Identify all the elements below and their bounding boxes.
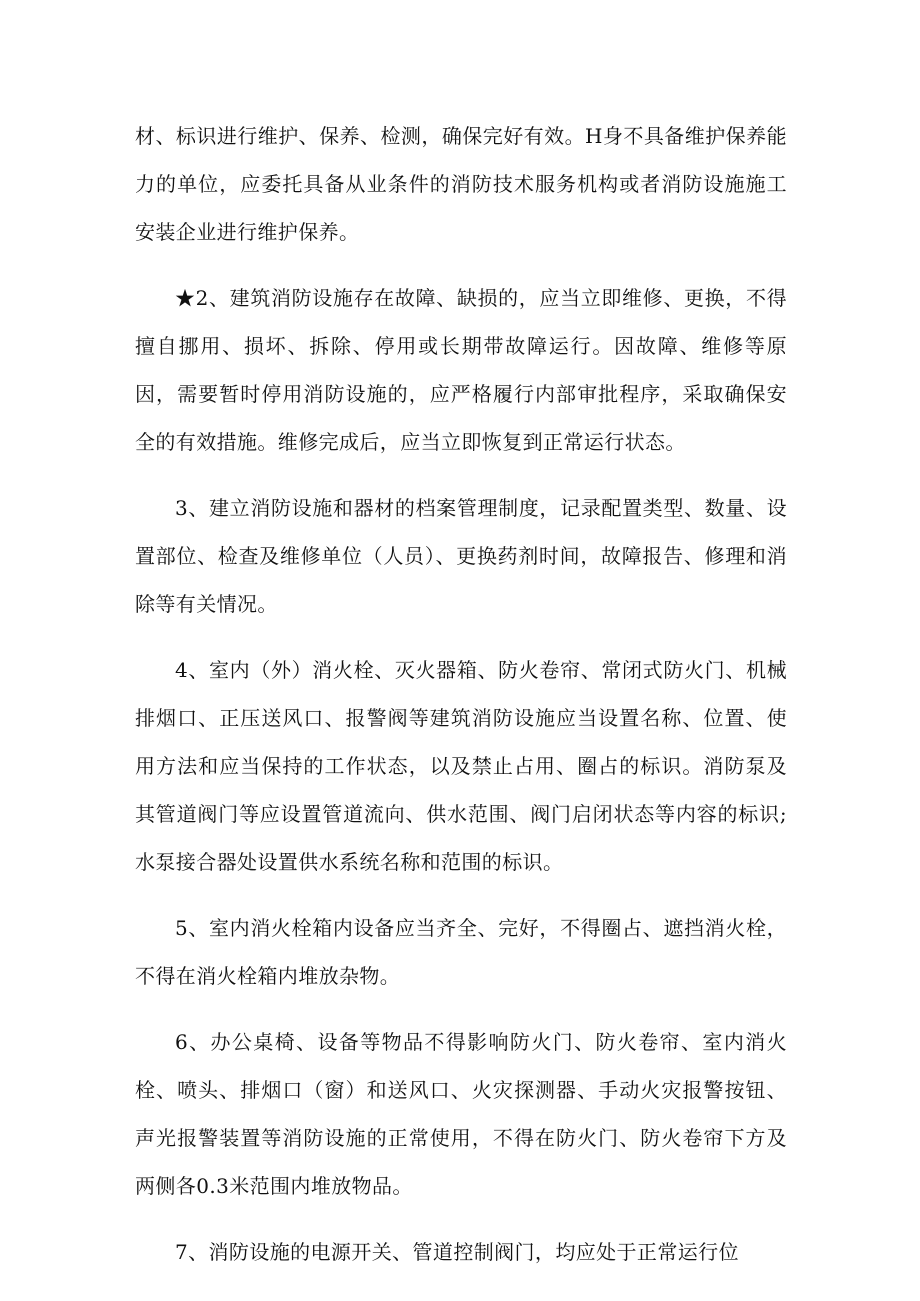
paragraph-1: 材、标识进行维护、保养、检测，确保完好有效。H身不具备维护保养能力的单位，应委托具备从业条件的消防技术服务机构或者消防设施施工安装企业进行维护保养。 bbox=[135, 124, 787, 244]
paragraph-4: 4、室内（外）消火栓、灭火器箱、防火卷帘、常闭式防火门、机械排烟口、正压送风口、报警阀等建筑消防设施应当设置名称、位置、使用方法和应当保持的工作状态，以及禁止占用、圈占的标识。消防泵及其管道阀门等应设置管道流向、供水范围、阀门启闭状态等内容的标识;水泵接合器处设置供水系统名称和范围的标识。 bbox=[135, 658, 787, 874]
paragraph-2: ★2、建筑消防设施存在故障、缺损的，应当立即维修、更换，不得擅自挪用、损坏、拆除、停用或长期带故障运行。因故障、维修等原因，需要暂时停用消防设施的，应严格履行内部审批程序，采取确保安全的有效措施。维修完成后，应当立即恢复到正常运行状态。 bbox=[135, 286, 787, 454]
paragraph-7: 7、消防设施的电源开关、管道控制阀门，均应处于正常运行位 bbox=[175, 1240, 739, 1264]
paragraph-6: 6、办公桌椅、设备等物品不得影响防火门、防火卷帘、室内消火栓、喷头、排烟口（窗）和送风口、火灾探测器、手动火灾报警按钮、声光报警装置等消防设施的正常使用，不得在防火门、防火卷帘下方及两侧各0.3米范围内堆放物品。 bbox=[135, 1030, 787, 1198]
document-body bbox=[135, 112, 787, 1294]
paragraph-5: 5、室内消火栓箱内设备应当齐全、完好，不得圈占、遮挡消火栓，不得在消火栓箱内堆放杂物。 bbox=[135, 916, 787, 988]
paragraph-3: 3、建立消防设施和器材的档案管理制度，记录配置类型、数量、设置部位、检查及维修单位（人员）、更换药剂时间，故障报告、修理和消除等有关情况。 bbox=[135, 496, 787, 616]
